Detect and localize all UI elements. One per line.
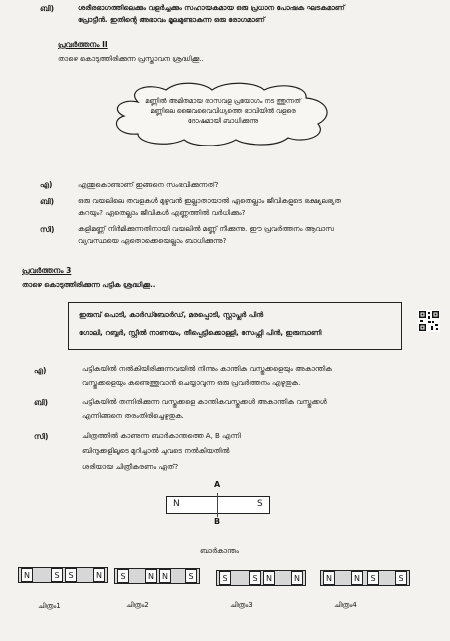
figure-4-pole-4: S (395, 571, 407, 585)
item-marker: ബി) (40, 4, 55, 13)
figure-3-pole-4: N (291, 571, 303, 585)
materials-line2: ഗോലി, റബ്ബർ, സ്റ്റീൽ നാണയം, തീപ്പെട്ടിക്കൊള്ളി, സേഫ്റ്റി പിൻ, ഇരുമ്പാണി (79, 329, 322, 337)
activity3-heading: പ്രവർത്തനം 3 (22, 266, 72, 275)
bar-magnet-north: N (173, 499, 180, 509)
figure-3-pole-2: S (249, 571, 261, 585)
bar-magnet (166, 496, 270, 514)
label-a: A (214, 480, 221, 489)
figure-3-magnets (216, 570, 306, 586)
figure-2-pole-3: N (159, 569, 171, 583)
q3-c-text: ചിത്രത്തിൽ കാണുന്ന ബാർകാന്തത്തെ A, B എന്നി (82, 432, 241, 440)
item-text-line1: ശരീരഭാഗത്തിലെക്കും വളർച്ചക്കും സഹായകമായ ഒരു പ്രധാന പോഷക ഘടകമാണ് (78, 4, 345, 12)
q-c-text2: വ്യവസ്ഥയെ ഏതൊക്കെയെല്ലാം ബാധിക്കുന്നു? (78, 237, 227, 245)
q3-a-marker: എ) (34, 366, 47, 375)
activity3-intro: താഴെ കൊടുത്തിരിക്കുന്ന പട്ടിക ശ്രദ്ധിക്കൂ.. (22, 281, 156, 289)
figure-2-magnets (114, 568, 200, 584)
figure-2-caption: ചിത്രം2 (126, 601, 149, 609)
figure-4-caption: ചിത്രം4 (334, 601, 357, 609)
q3-a-text: പട്ടികയിൽ നൽകിയിരിക്കുന്നവയിൽ നിന്നും കാന്തിക വസ്തുക്കളെയും അകാന്തിക (82, 365, 332, 373)
qr-code-icon (418, 310, 440, 332)
figure-1-pole-2: S (51, 568, 63, 582)
activity2-heading: പ്രവർത്തനം II (58, 40, 108, 49)
q3-a-text2: വസ്തുക്കളെയും കണ്ടെത്തുവാൻ ചെയ്യാവുന്ന ഒരു പ്രവർത്തനം എഴുതുക. (82, 379, 301, 387)
figure-3-caption: ചിത്രം3 (230, 601, 253, 609)
statement-cloud (108, 82, 336, 146)
bar-magnet-caption: ബാർകാന്തം (200, 547, 239, 555)
materials-line1: ഇരുമ്പ് പൊടി, കാർഡ്ബോർഡ്, മരപ്പൊടി, സ്റ്റാപ്ലർ പിൻ (79, 311, 264, 319)
cut-line (217, 493, 218, 517)
q-b-text: ഒരു വയലിലെ തവളകൾ മുഴുവൻ ഇല്ലാതായാൽ ഏതെല്ലാം ജീവികളുടെ ഭക്ഷ്യലഭ്യത (78, 197, 341, 205)
figure-2-pole-2: N (145, 569, 157, 583)
q3-b-text: പട്ടികയിൽ തന്നിരിക്കുന്ന വസ്തുക്കളെ കാന്തികവസ്തുക്കൾ അകാന്തിക വസ്തുക്കൾ (82, 398, 327, 406)
figure-4-pole-3: S (367, 571, 379, 585)
q-a-marker: എ) (40, 180, 53, 189)
cloud-statement-text: മണ്ണിൽ അമിതമായ രാസവള പ്രയോഗം നട ത്തുന്നത് മണ്ണിലെ ജൈവവൈവിധ്യത്തെ ഭാവിയിൽ വളരെ ദോഷമായി ബാധിക്കുന്നു (145, 97, 301, 125)
materials-table (68, 302, 402, 350)
q3-c-text2: ബിന്ദുക്കളിലൂടെ മുറിച്ചാൽ ചുവടെ നൽകിയതിൽ (82, 447, 230, 455)
figure-4-magnets (320, 570, 410, 586)
q3-c-marker: സി) (34, 432, 49, 441)
q-b-marker: ബി) (40, 197, 55, 206)
bar-magnet-south: S (257, 499, 263, 509)
q3-c-text3: ശരിയായ ചിത്രീകരണം ഏത്? (82, 463, 179, 471)
q3-b-marker: ബി) (34, 398, 49, 407)
q3-b-text2: എന്നിങ്ങനെ തരംതിരിച്ചെഴുതുക. (82, 412, 184, 420)
figure-3-pole-3: N (263, 571, 275, 585)
label-b: B (214, 517, 221, 526)
figure-1-magnets (18, 567, 108, 583)
figure-1-pole-1: N (21, 568, 33, 582)
figure-1-caption: ചിത്രം1 (38, 602, 61, 610)
q-c-text: കളിമണ്ണ് നിർമിക്കുന്നതിനായി വയലിൽ മണ്ണ് നീക്കുന്നു. ഈ പ്രവർത്തനം ആവാസ (78, 225, 335, 233)
figure-2-pole-1: S (117, 569, 129, 583)
item-text-line2: പ്രോട്ടീൻ. ഇതിന്റെ അഭാവം മൂലമുണ്ടാകുന്ന ഒരു രോഗമാണ് (78, 16, 265, 24)
activity2-intro: താഴെ കൊടുത്തിരിക്കുന്ന പ്രസ്താവന ശ്രദ്ധിക്കൂ.. (58, 55, 204, 63)
q-b-text2: കുറയും? ഏതെല്ലാം ജീവികൾ എണ്ണത്തിൽ വർധിക്കും? (78, 209, 246, 217)
q-c-marker: സി) (40, 225, 55, 234)
figure-1-pole-4: N (93, 568, 105, 582)
figure-4-pole-2: N (351, 571, 363, 585)
figure-2-pole-4: S (185, 569, 197, 583)
figure-1-pole-3: S (65, 568, 77, 582)
q-a-text: എന്തുകൊണ്ടാണ് ഇങ്ങനെ സംഭവിക്കുന്നത്? (78, 181, 219, 189)
figure-4-pole-1: N (323, 571, 335, 585)
figure-3-pole-1: S (219, 571, 231, 585)
